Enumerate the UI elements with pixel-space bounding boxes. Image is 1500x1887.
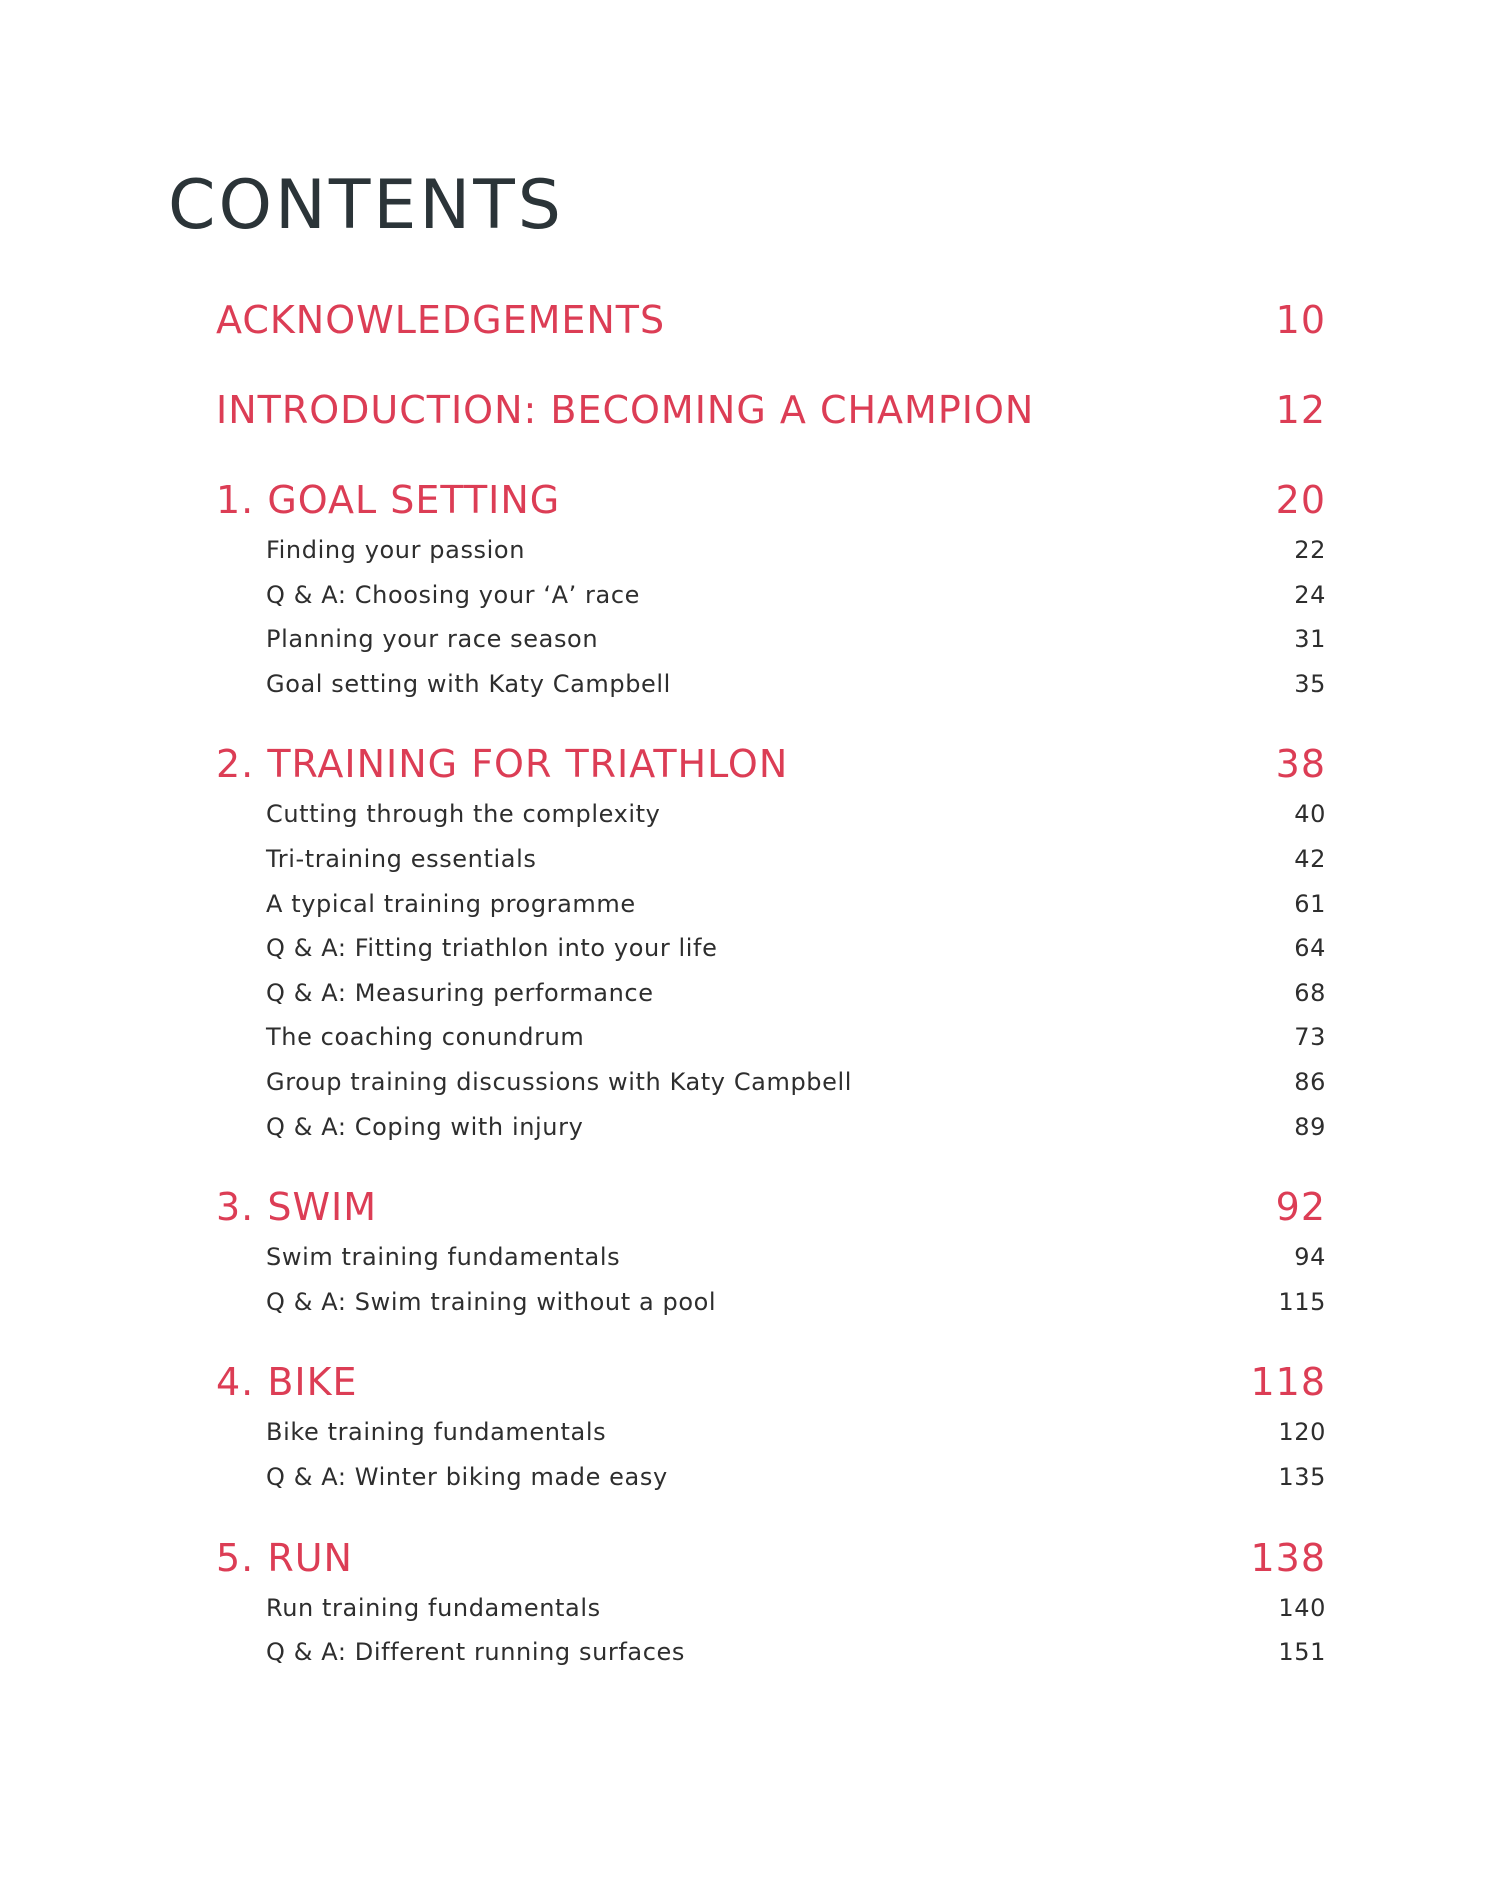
chapter-heading[interactable] xyxy=(216,1358,1326,1410)
chapter-heading[interactable] xyxy=(216,740,1326,792)
chapter-section-2 xyxy=(216,740,1326,1149)
sub-entry-label: Q & A: Coping with injury xyxy=(266,1112,584,1141)
toc-sub-entry[interactable] xyxy=(216,837,1326,882)
sub-entry-label: Group training discussions with Katy Campbell xyxy=(266,1067,853,1096)
toc-sub-entry[interactable] xyxy=(216,792,1326,837)
toc-sub-entry[interactable] xyxy=(216,1410,1326,1455)
sub-entry-page-number: 42 xyxy=(1294,844,1326,873)
chapter-page-number: 38 xyxy=(1275,742,1326,787)
toc-sub-entry[interactable] xyxy=(216,971,1326,1016)
chapter-heading[interactable] xyxy=(216,476,1326,528)
sub-entry-label: Q & A: Fitting triathlon into your life xyxy=(266,934,718,963)
sub-entry-label: Q & A: Choosing your ‘A’ race xyxy=(266,580,640,609)
chapter-section-5 xyxy=(216,1534,1326,1675)
toc-page-number: 10 xyxy=(1275,298,1326,342)
sub-entry-page-number: 115 xyxy=(1278,1287,1326,1316)
sub-entry-page-number: 135 xyxy=(1278,1462,1326,1491)
chapter-title: 5. RUN xyxy=(216,1535,353,1580)
toc-sub-entry[interactable] xyxy=(216,573,1326,618)
sub-entry-page-number: 151 xyxy=(1278,1638,1326,1667)
toc-entry-label: ACKNOWLEDGEMENTS xyxy=(216,298,666,342)
sub-entry-label: Swim training fundamentals xyxy=(266,1243,621,1272)
sub-entry-label: A typical training programme xyxy=(266,889,636,918)
sub-entry-page-number: 24 xyxy=(1294,580,1326,609)
sub-entry-label: Cutting through the complexity xyxy=(266,800,661,829)
toc-sub-entry[interactable] xyxy=(216,1235,1326,1280)
toc-entry-acknowledgements[interactable] xyxy=(216,296,1326,386)
toc-sub-entry[interactable] xyxy=(216,1586,1326,1631)
sub-entry-label: Goal setting with Katy Campbell xyxy=(266,669,671,698)
sub-entry-label: Q & A: Measuring performance xyxy=(266,978,654,1007)
sub-entry-label: Finding your passion xyxy=(266,536,526,564)
toc-sub-entry[interactable] xyxy=(216,1630,1326,1675)
sub-entry-label: Planning your race season xyxy=(266,625,599,654)
sub-entry-page-number: 35 xyxy=(1294,669,1326,698)
toc-page-number: 12 xyxy=(1275,388,1326,432)
chapter-heading[interactable] xyxy=(216,1534,1326,1586)
sub-entry-page-number: 140 xyxy=(1278,1593,1326,1622)
sub-entry-label: Q & A: Swim training without a pool xyxy=(266,1287,717,1316)
toc-sub-entry[interactable] xyxy=(216,528,1326,573)
chapter-page-number: 118 xyxy=(1250,1360,1326,1405)
sub-entry-label: Bike training fundamentals xyxy=(266,1418,607,1447)
chapter-title: 3. SWIM xyxy=(216,1185,378,1230)
toc-sub-entry[interactable] xyxy=(216,662,1326,707)
sub-entry-page-number: 64 xyxy=(1294,934,1326,963)
sub-entry-page-number: 89 xyxy=(1294,1112,1326,1141)
sub-entry-label: Tri-training essentials xyxy=(266,844,537,873)
page-title: CONTENTS xyxy=(168,166,564,245)
toc-sub-entry[interactable] xyxy=(216,882,1326,927)
sub-entry-page-number: 73 xyxy=(1294,1023,1326,1052)
sub-entry-page-number: 94 xyxy=(1294,1243,1326,1272)
chapter-page-number: 20 xyxy=(1275,478,1326,522)
sub-entry-page-number: 40 xyxy=(1294,800,1326,829)
toc-sub-entry[interactable] xyxy=(216,617,1326,662)
table-of-contents xyxy=(216,296,1326,1709)
sub-entry-label: Q & A: Winter biking made easy xyxy=(266,1462,668,1491)
chapter-section-4 xyxy=(216,1358,1326,1499)
toc-sub-entry[interactable] xyxy=(216,1280,1326,1325)
sub-entry-page-number: 22 xyxy=(1294,536,1326,564)
sub-entry-label: Q & A: Different running surfaces xyxy=(266,1638,685,1667)
sub-entry-label: Run training fundamentals xyxy=(266,1593,601,1622)
sub-entry-page-number: 120 xyxy=(1278,1418,1326,1447)
sub-entry-page-number: 86 xyxy=(1294,1067,1326,1096)
sub-entry-label: The coaching conundrum xyxy=(266,1023,585,1052)
sub-entry-page-number: 68 xyxy=(1294,978,1326,1007)
chapter-title: 1. GOAL SETTING xyxy=(216,478,561,522)
sub-entry-page-number: 31 xyxy=(1294,625,1326,654)
toc-entry-introduction[interactable] xyxy=(216,386,1326,476)
sub-entry-page-number: 61 xyxy=(1294,889,1326,918)
chapter-heading[interactable] xyxy=(216,1183,1326,1235)
toc-sub-entry[interactable] xyxy=(216,1060,1326,1105)
chapter-section-1 xyxy=(216,476,1326,706)
toc-sub-entry[interactable] xyxy=(216,1015,1326,1060)
chapter-title: 2. TRAINING FOR TRIATHLON xyxy=(216,742,789,787)
chapter-section-3 xyxy=(216,1183,1326,1324)
toc-sub-entry[interactable] xyxy=(216,926,1326,971)
toc-sub-entry[interactable] xyxy=(216,1455,1326,1500)
chapter-page-number: 92 xyxy=(1275,1185,1326,1230)
toc-sub-entry[interactable] xyxy=(216,1105,1326,1150)
chapter-title: 4. BIKE xyxy=(216,1360,358,1405)
chapter-page-number: 138 xyxy=(1250,1535,1326,1580)
toc-entry-label: INTRODUCTION: BECOMING A CHAMPION xyxy=(216,388,1035,432)
